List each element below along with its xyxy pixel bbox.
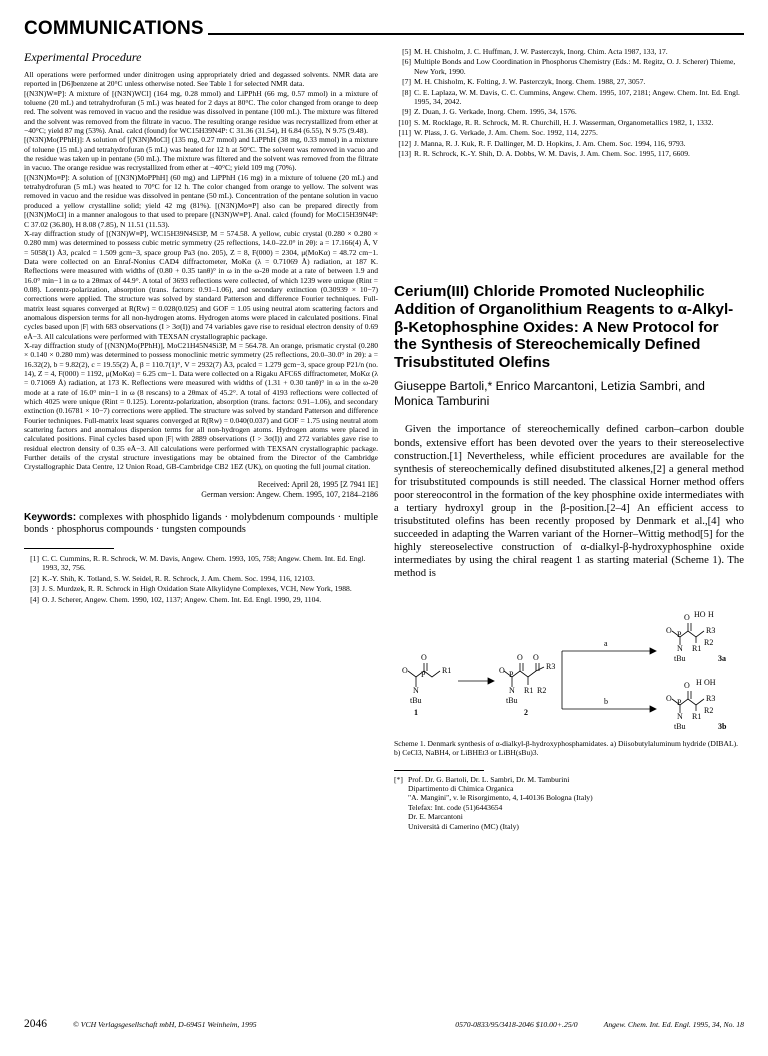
atom-label: P <box>677 629 682 639</box>
footnote-line: Prof. Dr. G. Bartoli, Dr. L. Sambri, Dr. M. Tamburini <box>408 774 570 784</box>
substituent-label: tBu <box>506 695 518 705</box>
compound-number: 3b <box>718 721 727 731</box>
keywords-text: complexes with phosphido ligands · molybdenum compounds · multiple bonds · phosphorus compounds · tungsten compounds <box>24 511 378 536</box>
footnote-line: Telefax: Int. code (51)6443654 <box>408 802 503 812</box>
article-code: 0570-0833/95/3418-2046 $10.00+.25/0 <box>455 1020 578 1029</box>
reference-item: [8] C. E. Laplaza, W. M. Davis, C. C. Cummins, Angew. Chem. 1995, 107, 2181; Angew. Chem. Int. Ed. Engl. 1995, 34, 2042. <box>402 87 740 107</box>
atom-label: O <box>499 665 505 675</box>
scheme-drawing <box>394 587 744 737</box>
atom-label: O <box>666 625 672 635</box>
reference-item: [4] O. J. Scherer, Angew. Chem. 1990, 102, 1137; Angew. Chem. Int. Ed. Engl. 1990, 29, 1104. <box>30 594 322 604</box>
page-number: 2046 <box>24 1018 47 1030</box>
scheme-caption: Scheme 1. Denmark synthesis of α-dialkyl-β-hydroxyphosphamidates. a) Diisobutylaluminum hydride (DIBAL). b) CeCl3, NaBH4, or LiBHEt3 or LiBH(sBu)3. <box>394 738 739 758</box>
left-column <box>24 47 378 997</box>
footnote-mark: [*] <box>394 774 403 784</box>
atom-label: H <box>708 609 714 619</box>
substituent-label: R1 <box>442 665 452 675</box>
substituent-label: R3 <box>706 693 716 703</box>
atom-label: OH <box>704 677 716 687</box>
german-version: German version: Angew. Chem. 1995, 107, 2184–2186 <box>201 489 378 499</box>
experimental-paragraph: [(N3N)Mo(PPhH)]: A solution of [(N3N)MoCl] (135 mg, 0.27 mmol) and LiPPhH (38 mg, 0.33 mmol) in a mixture of toluene (15 mL) and tetrahydrofuran (5 mL) was heated for 12 h at 50°C. The solvent was removed in vacuo and the residue was taken up in pentane (50 mL). The mixture was filtered and the solvent was removed from the filtrate in vacuo. The orange residue was recrystallized from ether at −40°C; yield 109 mg (70%). <box>24 135 378 173</box>
experimental-paragraph: [(N3N)Mo≡P]: A solution of [(N3N)MoPPhH] (60 mg) and LiPPhH (16 mg) in a mixture of toluene (20 mL) and tetrahydrofuran (5 mL) was heated to 70°C for 12 h. The color changed from orange to yellow. The solvent was removed in vacuo and the residue was dissolved in pentane (50 mL). Concentration of the pentane solution in vacuo produced a yellow crystalline solid; yield 42 mg (81%). [(N3N)Mo≡P] also can be prepared directly from [(N3N)MoCl] in a manner analogous to that used to prepare [(N3N)W≡P]. Anal. calcd (found) for MoC15H39N4P: C 37.02 (36.80), H 8.08 (7.85), N 11.51 (11.53). <box>24 172 378 229</box>
experimental-heading: Experimental Procedure <box>24 50 142 64</box>
header-rule <box>208 33 744 35</box>
received-date: Received: April 28, 1995 [Z 7941 IE] <box>257 479 378 489</box>
atom-label: P <box>509 669 514 679</box>
copyright: © VCH Verlagsgesellschaft mbH, D-69451 Weinheim, 1995 <box>73 1020 257 1029</box>
compound-number: 3a <box>718 653 726 663</box>
experimental-paragraph: X-ray diffraction study of [(N3N)Mo(PPhH)], MoC21H45N4Si3P, M = 564.78. An orange, prismatic crystal (0.280 × 0.140 × 0.280 mm) was determined to possess monoclinic metric symmetry (25 reflections, 20.0–30.0° in 2θ): a = 16.32(2), b = 9.82(2), c = 19.55(2) Å, β = 110.7(1)°, V = 2932(7) Å3, ρcalcd = 1.279 gcm−3, space group P21/n (no. 14), Z = 4, F(000) = 1192, μ(MoKα) = 6.25 cm−1. Data were collected on a Rigaku AFC6S diffractometer, MoKα (λ = 0.71069 Å) radiation, at 173 K. Reflections were measured with widths of (1.31 + 0.30 tanθ)° in ω in the ω-2θ mode at a rate of 16.0° min−1 in ω (8 rescans) to a 2θmax of 45.2°. A total of 4193 reflections were collected of which 4025 were unique (Rint = 0.125). Lorentz-polarization, absorption (trans. factors: 0.91–1.06), and secondary extinction (0.16781 × 10−7) corrections were applied. The structure was solved by standard Patterson and difference Fourier techniques. Full-matrix least squares converged at R(Rw) = 0.040(0.037) and GOF = 1.75 using neutral atom scattering factors and anomalous dispersion terms for all non-hydrogen atoms. Hydrogen atoms were placed in calculated positions. Final cycles based upon |F| with 2889 observations (I > 3σ(I)) and 272 variables gave rise to residual electron density of 0.35 eÅ−3. All calculations were performed with TEXSAN crystallographic package. Further details of the crystal structure investigations may be obtained from the Director of the Cambridge Crystallographic Data Centre, 12 Union Road, GB-Cambridge CB2 1EZ (UK), on quoting the full journal citation. <box>24 340 378 472</box>
article-authors: Giuseppe Bartoli,* Enrico Marcantoni, Letizia Sambri, and Monica Tamburini <box>394 379 705 409</box>
received-note <box>24 480 378 500</box>
atom-label: O <box>666 693 672 703</box>
footnote-line: Dr. E. Marcantoni <box>408 812 463 822</box>
atom-label: N <box>677 643 683 653</box>
reference-item: [1] C. C. Cummins, R. R. Schrock, W. M. Davis, Angew. Chem. 1993, 105, 758; Angew. Chem. Int. Ed. Engl. 1993, 32, 756. <box>30 553 366 573</box>
substituent-label: R1 <box>692 711 702 721</box>
right-column <box>394 47 744 997</box>
footnote-line: Dipartimento di Chimica Organica <box>408 783 514 793</box>
page-footer <box>24 1018 744 1030</box>
substituent-label: R2 <box>537 685 547 695</box>
atom-label: P <box>421 669 426 679</box>
reference-item: [11] W. Plass, J. G. Verkade, J. Am. Chem. Soc. 1992, 114, 2275. <box>398 128 598 138</box>
compound-number: 1 <box>414 707 418 717</box>
arrow-1-2 <box>458 678 494 684</box>
keywords-label: Keywords: <box>24 511 77 523</box>
article-title: Cerium(III) Chloride Promoted Nucleophilic Addition of Organolithium Reagents to α-Alkyl-β-Ketophosphine Oxides: A New Protocol for the Synthesis of Stereochemically Defined Trisubstituted Olefins <box>394 283 734 371</box>
atom-label: N <box>509 685 515 695</box>
reference-item: [7] M. H. Chisholm, K. Folting, J. W. Pasterczyk, Inorg. Chem. 1988, 27, 3057. <box>402 77 646 87</box>
arrow-label-b: b <box>604 696 608 706</box>
footnote-line: "A. Mangini", v. le Risorgimento, 4, I-40136 Bologna (Italy) <box>408 793 593 803</box>
substituent-label: tBu <box>410 695 422 705</box>
atom-label: N <box>413 685 419 695</box>
scheme-1 <box>394 587 744 737</box>
substituent-label: R2 <box>704 705 714 715</box>
substituent-label: R3 <box>706 625 716 635</box>
footnote-line: Università di Camerino (MC) (Italy) <box>408 821 519 831</box>
atom-label: O <box>533 652 539 662</box>
atom-label: O <box>684 612 690 622</box>
reference-item: [2] K.-Y. Shih, K. Totland, S. W. Seidel, R. R. Schrock, J. Am. Chem. Soc. 1994, 116, 12103. <box>30 573 315 583</box>
atom-label: N <box>677 711 683 721</box>
atom-label: HO <box>694 609 706 619</box>
atom-label: P <box>677 697 682 707</box>
reference-item: [10] S. M. Rocklage, R. R. Schrock, M. R. Churchill, H. J. Wasserman, Organometallics 1982, 1, 1332. <box>398 117 714 127</box>
references-rule <box>24 548 114 549</box>
arrow-branch <box>562 648 656 712</box>
reference-item: [3] J. S. Murdzek, R. R. Schrock in High Oxidation State Alkylidyne Complexes, VCH, New York, 1988. <box>30 584 352 594</box>
journal-citation: Angew. Chem. Int. Ed. Engl. 1995, 34, No. 18 <box>603 1020 744 1029</box>
atom-label: H <box>696 677 702 687</box>
atom-label: O <box>517 652 523 662</box>
atom-label: O <box>402 665 408 675</box>
substituent-label: R1 <box>524 685 534 695</box>
section-label: COMMUNICATIONS <box>24 18 204 39</box>
substituent-label: tBu <box>674 653 686 663</box>
atom-label: O <box>421 652 427 662</box>
compound-number: 2 <box>524 707 528 717</box>
references-list-right <box>394 47 744 158</box>
reference-item: [5] M. H. Chisholm, J. C. Huffman, J. W. Pasterczyk, Inorg. Chim. Acta 1987, 133, 17. <box>402 47 668 56</box>
reference-item: [12] J. Manna, R. J. Kuk, R. F. Dallinger, M. D. Hopkins, J. Am. Chem. Soc. 1994, 116, 9793. <box>398 138 686 148</box>
atom-label: O <box>684 680 690 690</box>
substituent-label: R2 <box>704 637 714 647</box>
author-footnote <box>394 775 744 831</box>
keywords <box>24 512 378 537</box>
arrow-label-a: a <box>604 638 608 648</box>
article-body: Given the importance of stereochemically defined carbon–carbon double bonds, extensive effort has been devoted over the years to their stereoselective construction.[1] Nevertheless, while efficient procedures are available for the synthesis of stereochemically defined disubstituted alkenes,[2] a general method for trisubstituted compounds is still needed. The classical Horner method offers poor stereocontrol in the formation of the key phosphine oxide intermediates with a tertiary hydroxyl group in the β-position.[2–4] An efficient access to trisubstituted olefins has been recently proposed by Denmark et al.,[4] who succeeded in adapting the Warren variant of the Horner–Wittig method[5] for the highly stereoselective construction of α-dialkyl-β-hydroxyphosphine oxide intermediates by using the chiral reagent 1 as starting material (Scheme 1). The method is <box>394 423 744 580</box>
experimental-paragraph: X-ray diffraction study of [(N3N)W≡P], WC15H39N4Si3P, M = 574.58. A yellow, cubic crystal (0.280 × 0.280 × 0.280 mm) was determined to possess cubic metric symmetry (25 reflections, 14.0–22.0° in 2θ): a = 17.166(4) Å, V = 5058(1) Å3, ρcalcd = 1.509 gcm−3, space group Pa3 (no. 205), Z = 8, F(000) = 2304, μ(MoKα) = 48.72 cm−1. Data were collected on an Enraf-Nonius CAD4 diffractometer, MoKα (λ = 0.71069 Å) radiation, at 187 K. Reflections were measured with widths of (0.80 + 0.35 tanθ)° in ω in the ω-2θ mode at a rate of between 1.9 and 16.0° min−1 in ω to a 2θmax of 44.9°. A total of 3693 reflections were collected, of which 1239 were unique (Rint = 0.08). Lorentz-polarization, absorption (trans. factors: 0.91–1.06), and secondary extinction (0.30939 × 10−7) corrections were applied. The structure was solved by standard Patterson and difference Fourier techniques. Full-matrix least squares converged at R(Rw) = 0.028(0.025) and GOF = 1.05 using neutral atom scattering factors and anomalous dispersion terms for all non-hydrogen atoms. Hydrogen atoms were placed in calculated positions. Final cycles based upon |F| with 683 observations (I > 3σ(I)) and 74 variables gave rise to residual electron density of 0.69 eÅ−3. All calculations were performed with TEXSAN crystallographic package. <box>24 228 378 341</box>
references-list-left <box>24 554 378 604</box>
reference-item: [6] Multiple Bonds and Low Coordination in Phosphorus Chemistry (Eds.: M. Regitz, O. J. Scherer) Thieme, New York, 1990. <box>402 57 736 76</box>
experimental-paragraph: All operations were performed under dinitrogen using appropriately dried and degassed solvents. NMR data are reported in [D6]benzene at 20°C unless otherwise noted. See Table 1 for selected NMR data. <box>24 70 378 89</box>
reference-item: [13] R. R. Schrock, K.-Y. Shih, D. A. Dobbs, W. M. Davis, J. Am. Chem. Soc. 1995, 117, 6609. <box>398 149 690 159</box>
experimental-paragraph: [(N3N)W≡P]: A mixture of [(N3N)WCl] (164 mg, 0.28 mmol) and LiPPhH (66 mg, 0.57 mmol) in a mixture of toluene (20 mL) and tetrahydrofuran (5 mL) was heated for 2 days at 80°C. The color changed from orange to deep red. The solvent was removed in vacuo and the residue was dissolved in pentane (100 mL). The mixture was filtered and the solvent was removed from the filtrate in vacuo. The resulting orange residue was recrystallized from ether at −40°C; yield 87 mg (53%). Anal. calcd (found) for WC15H39N4P: C 31.36 (31.54), H 6.84 (6.55), N 9.75 (9.48). <box>24 88 378 136</box>
substituent-label: tBu <box>674 721 686 731</box>
footnote-rule <box>394 770 484 771</box>
substituent-label: R3 <box>546 661 556 671</box>
reference-item: [9] Z. Duan, J. G. Verkade, Inorg. Chem. 1995, 34, 1576. <box>402 107 577 117</box>
page-header <box>24 12 744 38</box>
substituent-label: R1 <box>692 643 702 653</box>
